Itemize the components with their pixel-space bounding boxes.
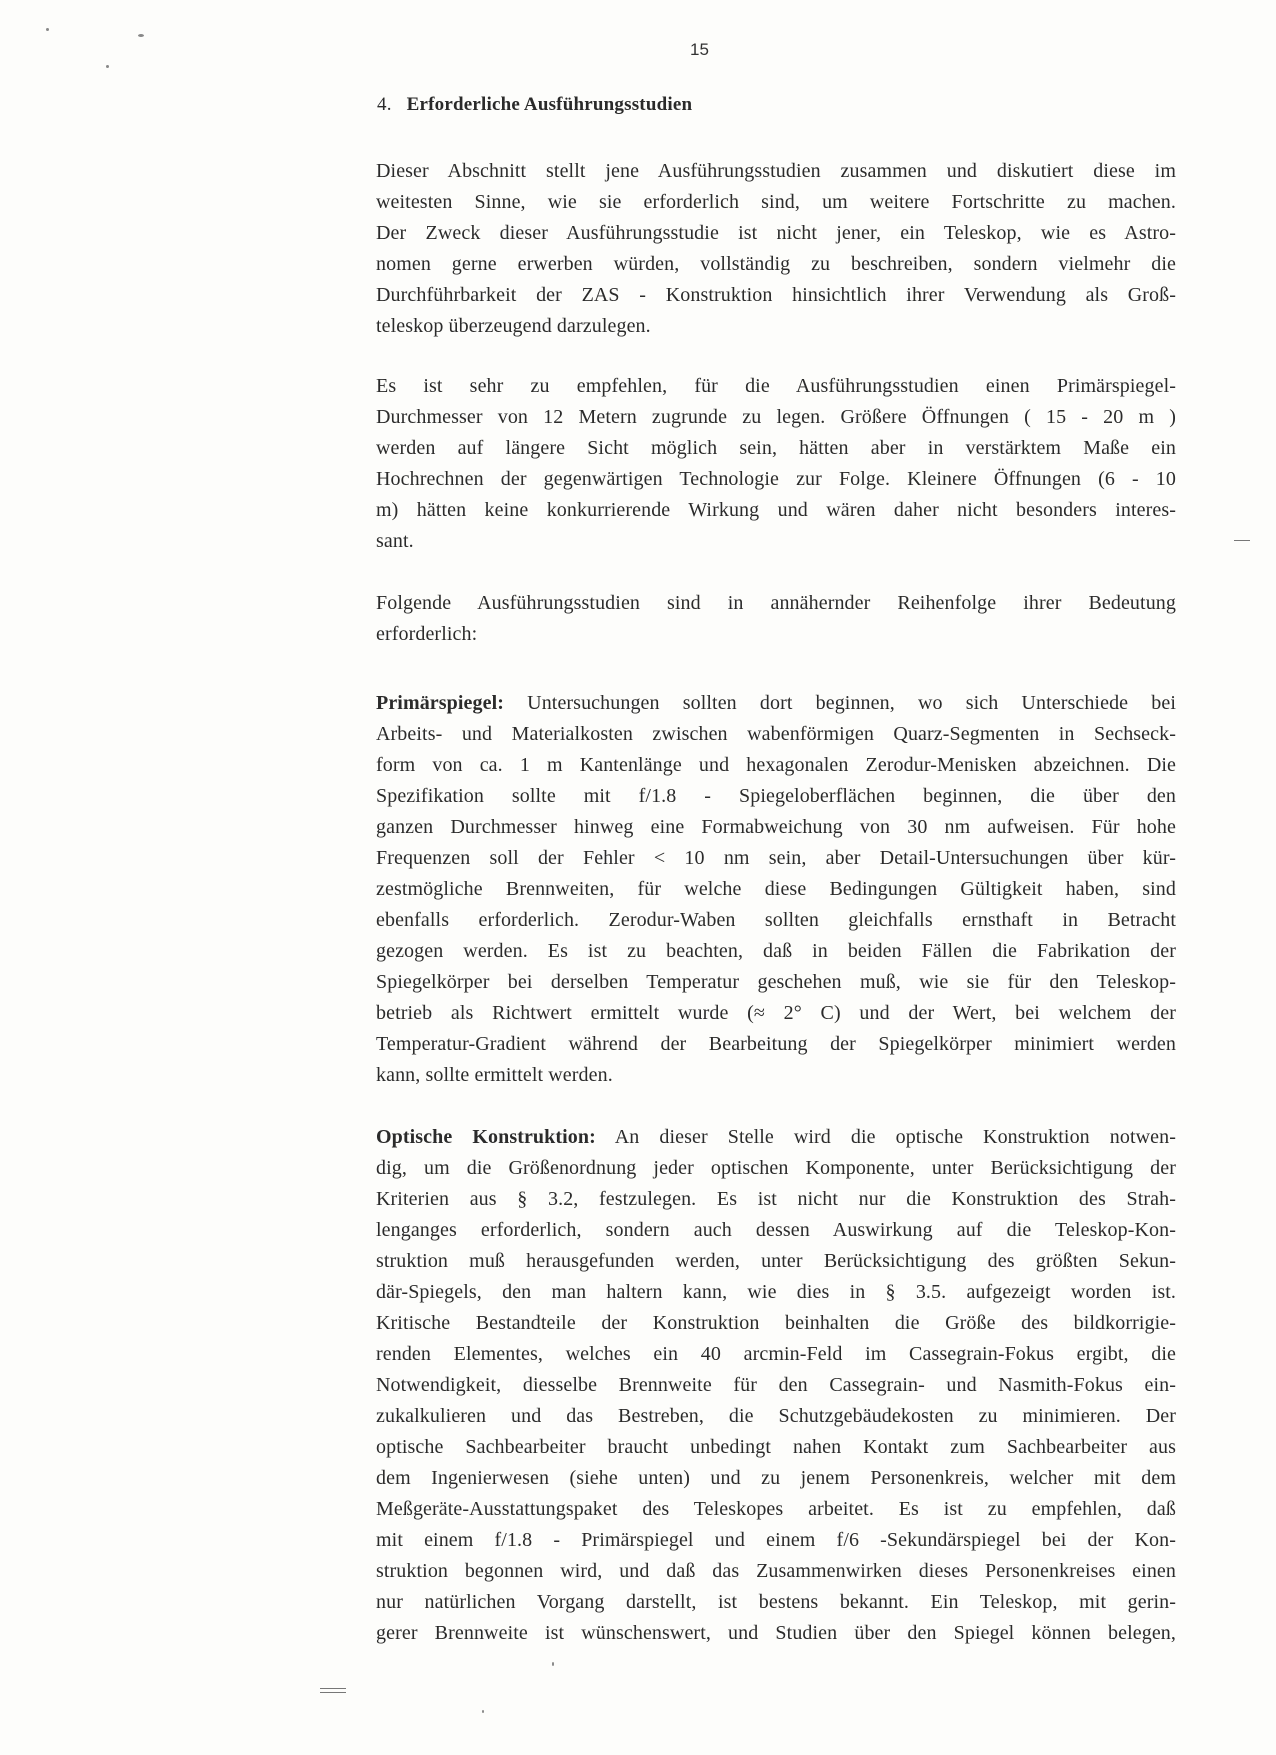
text-line-content: Meßgeräte-Ausstattungspaket des Teleskopes arbeitet. Es ist zu empfehlen, daß	[376, 1498, 1176, 1520]
text-line-content: dig, um die Größenordnung jeder optischen Komponente, unter Berücksichtigung der	[376, 1157, 1176, 1179]
text-line	[376, 1589, 1176, 1615]
text-line-content: Spiegelkörper bei derselben Temperatur geschehen muß, wie sie für den Teleskop-	[376, 971, 1176, 993]
scan-speck	[106, 65, 109, 68]
text-line-content: erforderlich:	[376, 623, 478, 645]
text-line	[376, 282, 1176, 308]
text-line	[376, 251, 1176, 277]
text-line	[376, 1279, 1176, 1305]
text-line	[376, 466, 1176, 492]
text-line-content: betrieb als Richtwert ermittelt wurde (≈ 2° C) und der Wert, bei welchem der	[376, 1002, 1176, 1024]
text-line	[376, 752, 1176, 778]
text-line-content: An dieser Stelle wird die optische Konstruktion notwen-	[595, 1126, 1176, 1148]
text-line-content: nomen gerne erwerben würden, vollständig zu beschreiben, sondern vielmehr die	[376, 253, 1176, 275]
text-line-content: gezogen werden. Es ist zu beachten, daß in beiden Fällen die Fabrikation der	[376, 940, 1176, 962]
section-heading	[377, 94, 692, 116]
text-line-content: lenganges erforderlich, sondern auch dessen Auswirkung auf die Teleskop-Kon-	[376, 1219, 1176, 1241]
text-line-content: struktion muß herausgefunden werden, unter Berücksichtigung des größten Sekun-	[376, 1250, 1176, 1272]
text-line-content: Folgende Ausführungsstudien sind in annähernder Reihenfolge ihrer Bedeutung	[376, 592, 1176, 614]
page-number: 15	[690, 40, 709, 59]
text-line-content: mit einem f/1.8 - Primärspiegel und einem f/6 -Sekundärspiegel bei der Kon-	[376, 1529, 1176, 1551]
text-line	[376, 313, 1176, 339]
text-line	[376, 1620, 1176, 1646]
text-line-content: Temperatur-Gradient während der Bearbeitung der Spiegelkörper minimiert werden	[376, 1033, 1176, 1055]
text-line	[376, 435, 1176, 461]
text-line	[376, 1434, 1176, 1460]
text-line-content: ganzen Durchmesser hinweg eine Formabweichung von 30 nm aufweisen. Für hohe	[376, 816, 1176, 838]
text-line-content: Der Zweck dieser Ausführungsstudie ist nicht jener, ein Teleskop, wie es Astro-	[376, 222, 1176, 244]
scan-speck	[482, 1710, 484, 1713]
text-line	[376, 158, 1176, 184]
scan-speck	[552, 1662, 554, 1666]
text-line	[376, 1403, 1176, 1429]
text-line-content: Kriterien aus § 3.2, festzulegen. Es ist nicht nur die Konstruktion des Strah-	[376, 1188, 1176, 1210]
margin-dash	[1234, 540, 1250, 541]
text-line-content: kann, sollte ermittelt werden.	[376, 1064, 613, 1086]
text-line	[376, 1248, 1176, 1274]
text-line	[376, 1558, 1176, 1584]
text-line	[376, 1527, 1176, 1553]
text-line-content: Kritische Bestandteile der Konstruktion beinhalten die Größe des bildkorrigie-	[376, 1312, 1176, 1334]
section-number: 4.	[377, 94, 392, 115]
text-line	[376, 969, 1176, 995]
text-line	[376, 1465, 1176, 1491]
text-line-content: Dieser Abschnitt stellt jene Ausführungsstudien zusammen und diskutiert diese im	[376, 160, 1176, 182]
text-line	[376, 907, 1176, 933]
text-line	[376, 590, 1176, 616]
text-line-content: Frequenzen soll der Fehler < 10 nm sein, aber Detail-Untersuchungen über kür-	[376, 847, 1176, 869]
text-line	[376, 189, 1176, 215]
text-line-content: dem Ingenierwesen (siehe unten) und zu jenem Personenkreis, welcher mit dem	[376, 1467, 1176, 1489]
text-line-content: form von ca. 1 m Kantenlänge und hexagonalen Zerodur-Menisken abzeichnen. Die	[376, 754, 1176, 776]
text-line	[376, 876, 1176, 902]
text-line	[376, 1372, 1176, 1398]
text-line-content: Es ist sehr zu empfehlen, für die Ausführungsstudien einen Primärspiegel-	[376, 375, 1176, 397]
paragraph-lead: Primärspiegel:	[376, 692, 505, 714]
text-line-content: Spezifikation sollte mit f/1.8 - Spiegeloberflächen beginnen, die über den	[376, 785, 1176, 807]
text-line-content: zestmögliche Brennweiten, für welche diese Bedingungen Gültigkeit haben, sind	[376, 878, 1176, 900]
text-line	[376, 845, 1176, 871]
text-line-content: optische Sachbearbeiter braucht unbedingt nahen Kontakt zum Sachbearbeiter aus	[376, 1436, 1176, 1458]
text-line	[376, 1496, 1176, 1522]
text-line	[376, 404, 1176, 430]
text-line-content: m) hätten keine konkurrierende Wirkung und wären daher nicht besonders interes-	[376, 499, 1176, 521]
text-line-content: nur natürlichen Vorgang darstellt, ist bestens bekannt. Ein Teleskop, mit gerin-	[376, 1591, 1176, 1613]
text-line	[376, 1031, 1176, 1057]
scan-speck	[46, 28, 49, 31]
section-title: Erforderliche Ausführungsstudien	[406, 94, 693, 115]
text-line-content: Durchmesser von 12 Metern zugrunde zu legen. Größere Öffnungen ( 15 - 20 m )	[376, 406, 1176, 428]
text-line	[376, 783, 1176, 809]
text-line	[376, 1217, 1176, 1243]
text-line	[376, 721, 1176, 747]
text-line-content: gerer Brennweite ist wünschenswert, und Studien über den Spiegel können belegen,	[376, 1622, 1176, 1644]
text-line-content: weitesten Sinne, wie sie erforderlich sind, um weitere Fortschritte zu machen.	[376, 191, 1176, 213]
text-line	[376, 1341, 1176, 1367]
text-line-content: zukalkulieren und das Bestreben, die Schutzgebäudekosten zu minimieren. Der	[376, 1405, 1176, 1427]
text-line	[376, 1124, 1176, 1150]
text-line	[376, 220, 1176, 246]
text-line-content: Notwendigkeit, diesselbe Brennweite für den Cassegrain- und Nasmith-Fokus ein-	[376, 1374, 1176, 1396]
text-line	[376, 1310, 1176, 1336]
text-line-content: struktion begonnen wird, und daß das Zusammenwirken dieses Personenkreises einen	[376, 1560, 1176, 1582]
text-line-content: Hochrechnen der gegenwärtigen Technologie zur Folge. Kleinere Öffnungen (6 - 10	[376, 468, 1176, 490]
scan-speck	[138, 34, 144, 37]
text-line	[376, 1000, 1176, 1026]
text-line	[376, 690, 1176, 716]
text-line-content: ebenfalls erforderlich. Zerodur-Waben sollten gleichfalls ernsthaft in Betracht	[376, 909, 1176, 931]
footer-rule	[320, 1688, 346, 1689]
text-line	[376, 1155, 1176, 1181]
text-line-content: teleskop überzeugend darzulegen.	[376, 315, 651, 337]
text-line	[376, 497, 1176, 523]
text-line	[376, 938, 1176, 964]
text-line	[376, 373, 1176, 399]
text-line-content: där-Spiegels, den man haltern kann, wie dies in § 3.5. aufgezeigt worden ist.	[376, 1281, 1176, 1303]
text-line	[376, 528, 1176, 554]
text-line-content: Durchführbarkeit der ZAS - Konstruktion hinsichtlich ihrer Verwendung als Groß-	[376, 284, 1176, 306]
text-line-content: sant.	[376, 530, 414, 552]
text-line-content: renden Elementes, welches ein 40 arcmin-Feld im Cassegrain-Fokus ergibt, die	[376, 1343, 1176, 1365]
text-line-content: Arbeits- und Materialkosten zwischen wabenförmigen Quarz-Segmenten in Sechseck-	[376, 723, 1176, 745]
text-line	[376, 621, 1176, 647]
text-line-content: werden auf längere Sicht möglich sein, hätten aber in verstärktem Maße ein	[376, 437, 1176, 459]
text-line	[376, 1186, 1176, 1212]
footer-rule	[320, 1692, 346, 1693]
text-line-content: Untersuchungen sollten dort beginnen, wo sich Unterschiede bei	[504, 692, 1176, 714]
text-line	[376, 1062, 1176, 1088]
paragraph-lead: Optische Konstruktion:	[376, 1126, 596, 1148]
text-line	[376, 814, 1176, 840]
